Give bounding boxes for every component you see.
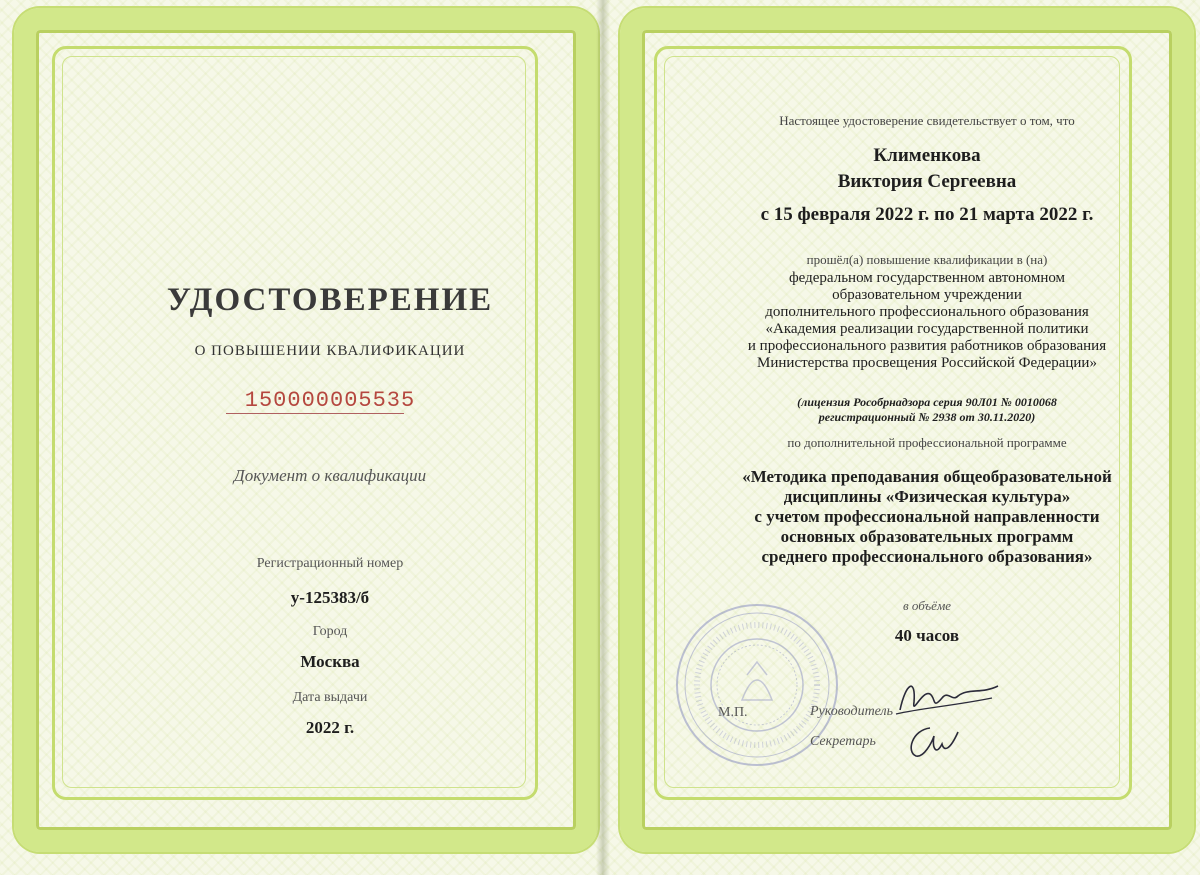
hours-value: 40 часов <box>894 626 960 645</box>
holder-given-name: Виктория Сергеевна <box>837 171 1017 192</box>
license-line: регистрационный № 2938 от 30.11.2020) <box>818 410 1036 424</box>
program-label: по дополнительной профессиональной программе <box>787 435 1067 450</box>
stamp-label: М.П. <box>718 705 748 720</box>
issue-date-label: Дата выдачи <box>292 690 368 705</box>
right-page <box>602 0 1200 875</box>
institution-line: «Академия реализации государственной политики <box>765 321 1089 337</box>
city-value: Москва <box>300 652 360 671</box>
institution-line: и профессионального развития работников образования <box>747 338 1107 354</box>
serial-number-underline <box>226 413 404 414</box>
book-fold <box>596 0 610 875</box>
issue-date-value: 2022 г. <box>305 718 355 737</box>
institution-line: образовательном учреждении <box>832 287 1022 303</box>
city-label: Город <box>312 624 348 639</box>
institution-line: Министерства просвещения Российской Федерации» <box>757 355 1097 371</box>
holder-surname: Клименкова <box>873 145 981 166</box>
head-signature-icon <box>892 672 1002 722</box>
program-title-line: основных образовательных программ <box>780 527 1074 546</box>
program-title-line: среднего профессионального образования» <box>761 547 1093 566</box>
certificate-subtitle: О ПОВЫШЕНИИ КВАЛИФИКАЦИИ <box>194 343 466 359</box>
program-title-line: дисциплины «Физическая культура» <box>783 487 1071 506</box>
training-period: с 15 февраля 2022 г. по 21 марта 2022 г. <box>760 204 1094 225</box>
volume-label: в объёме <box>902 598 952 613</box>
intro-text: Настоящее удостоверение свидетельствует о том, что <box>779 113 1075 128</box>
institution-line: дополнительного профессионального образования <box>765 304 1089 320</box>
certificate-title: УДОСТОВЕРЕНИЕ <box>166 282 494 318</box>
program-title-line: «Методика преподавания общеобразовательной <box>742 467 1112 486</box>
secretary-signature-label: Секретарь <box>810 734 876 749</box>
registration-label: Регистрационный номер <box>256 556 404 571</box>
document-type: Документ о квалификации <box>233 466 427 485</box>
registration-number: у-125383/б <box>290 588 370 607</box>
head-signature-label: Руководитель <box>810 704 894 719</box>
serial-number: 150000005535 <box>244 388 416 413</box>
left-inner-frame-line <box>62 56 526 788</box>
institution-line: федеральном государственном автономном <box>788 270 1066 286</box>
passed-text: прошёл(а) повышение квалификации в (на) <box>806 252 1048 267</box>
secretary-signature-icon <box>902 722 962 762</box>
program-title-line: с учетом профессиональной направленности <box>754 507 1100 526</box>
license-line: (лицензия Рособрнадзора серия 90Л01 № 0010068 <box>797 395 1057 409</box>
